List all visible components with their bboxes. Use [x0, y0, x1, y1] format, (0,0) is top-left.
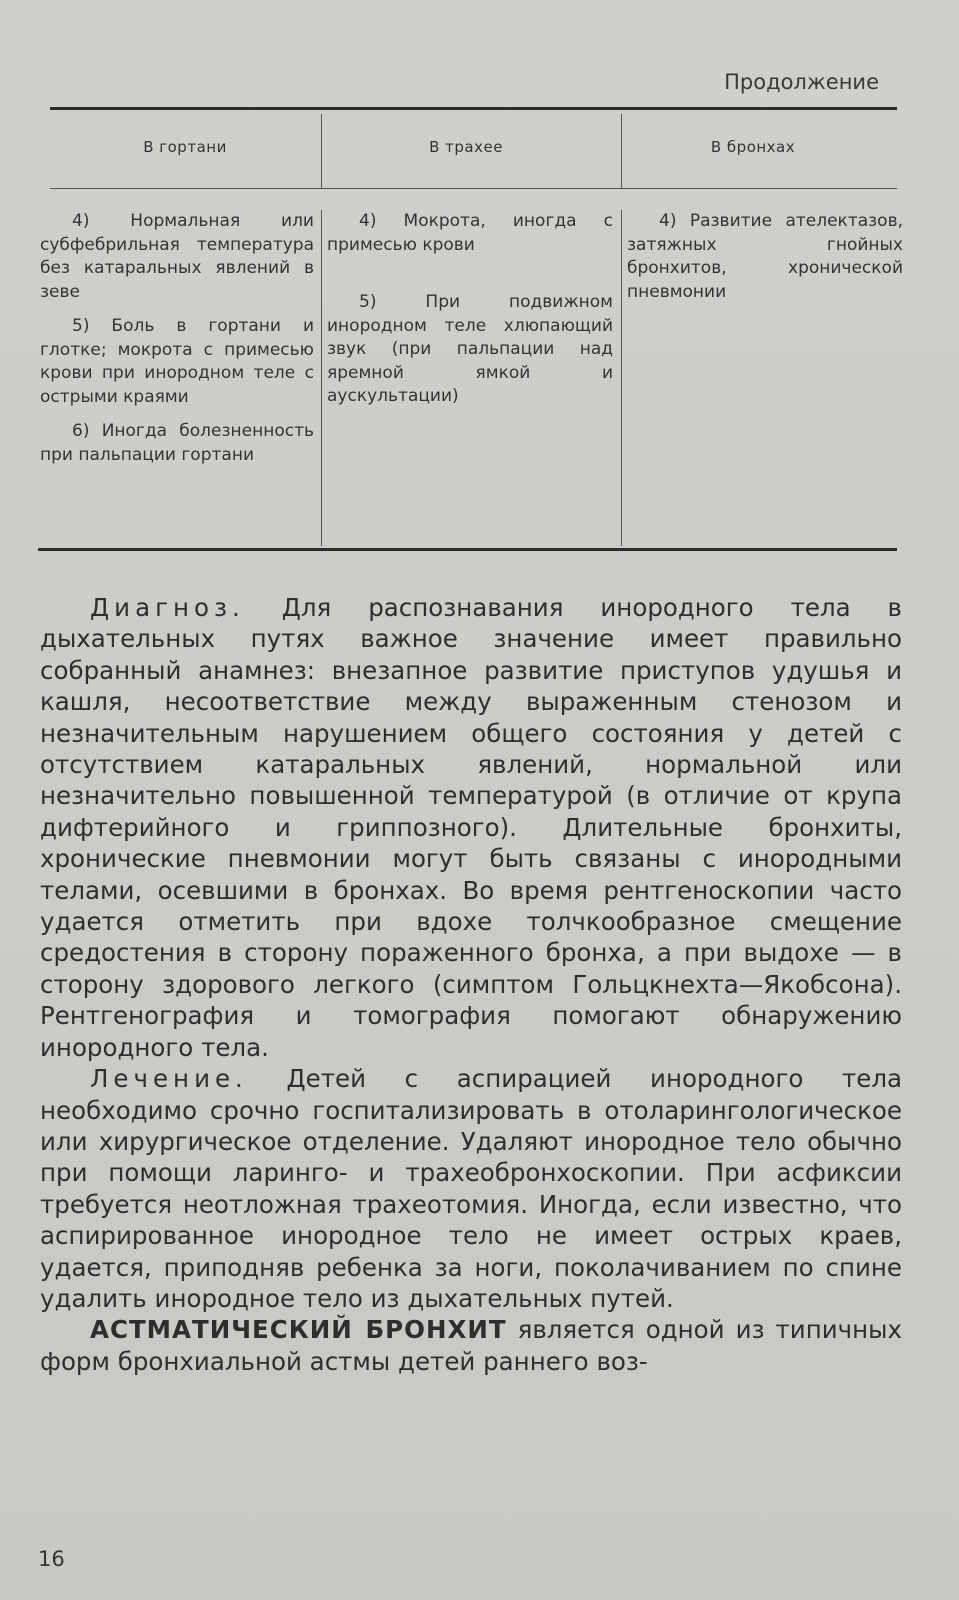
- table-bottom-rule: [38, 548, 897, 551]
- table-cell-larynx: [40, 210, 314, 478]
- diagnosis-paragraph: [40, 592, 902, 1063]
- table-cell-trachea: [327, 210, 613, 420]
- page-number: 16: [38, 1547, 65, 1571]
- column-header-trachea: В трахее: [429, 138, 503, 156]
- asthma-paragraph: [40, 1314, 902, 1377]
- table-top-rule: [50, 107, 897, 110]
- column-header-bronchi: В бронхах: [710, 138, 796, 156]
- treatment-paragraph: [40, 1063, 902, 1314]
- treatment-heading: Лечение.: [90, 1064, 248, 1094]
- continuation-label: Продолжение: [724, 70, 879, 94]
- table-cell-entry: 6) Иногда болезненность при пальпации гортани: [40, 421, 314, 465]
- column-divider: [621, 114, 622, 188]
- table-cell-entry: 4) Развитие ателектазов, затяжных гнойных бронхитов, хронической пневмонии: [627, 211, 903, 302]
- diagnosis-heading: Диагноз.: [90, 593, 245, 622]
- table-header-rule: [50, 188, 897, 189]
- table-cell-bronchi: [627, 210, 903, 315]
- column-divider: [621, 210, 622, 546]
- table-cell-entry: 4) Мокрота, иногда с примесью крови: [327, 211, 613, 255]
- column-header-larynx: В гортани: [143, 138, 227, 156]
- treatment-text: Детей с аспирацией инородного тела необходимо срочно госпитализировать в отоларингологическое или хирургическое отделение. Удаляют инородное тело обычно при помощи ларинго- и трахеобронхоскопии. При асфиксии требуется неотложная трахеотомия. Иногда, если известно, что аспирированное инородное тело не имеет острых краев, удается, приподняв ребенка за ноги, поколачиванием по спине удалить инородное тело из дыхательных путей.: [40, 1064, 902, 1313]
- asthma-text: является одной из типичных форм бронхиальной астмы детей раннего воз-: [40, 1315, 903, 1376]
- asthma-heading: АСТМАТИЧЕСКИЙ БРОНХИТ: [90, 1315, 507, 1345]
- table-cell-entry: 4) Нормальная или субфебрильная температура без катаральных явлений в зеве: [40, 211, 314, 302]
- body-text: [40, 592, 902, 1377]
- column-divider: [321, 210, 322, 546]
- table-cell-entry: 5) Боль в гортани и глотке; мокрота с примесью крови при инородном теле с острыми краями: [40, 316, 314, 407]
- column-divider: [321, 114, 322, 188]
- diagnosis-text: Для распознавания инородного тела в дыхательных путях важное значение имеет правильно собранный анамнез: внезапное развитие приступов удушья и кашля, несоответствие между выраженным стенозом и незначительным нарушением общего состояния у детей с отсутствием катаральных явлений, нормальной или незначительно повышенной температурой (в отличие от крупа дифтерийного и гриппозного). Длительные бронхиты, хронические пневмонии могут быть связаны с инородными телами, осевшими в бронхах. Во время рентгеноскопии часто удается отметить при вдохе толчкообразное смещение средостения в сторону пораженного бронха, а при выдохе — в сторону здорового легкого (симптом Гольцкнехта—Якобсона). Рентгенография и томография помогают обнаружению инородного тела.: [40, 593, 902, 1062]
- table-cell-entry: 5) При подвижном инородном теле хлюпающий звук (при пальпации над яремной ямкой и аускультации): [327, 292, 613, 406]
